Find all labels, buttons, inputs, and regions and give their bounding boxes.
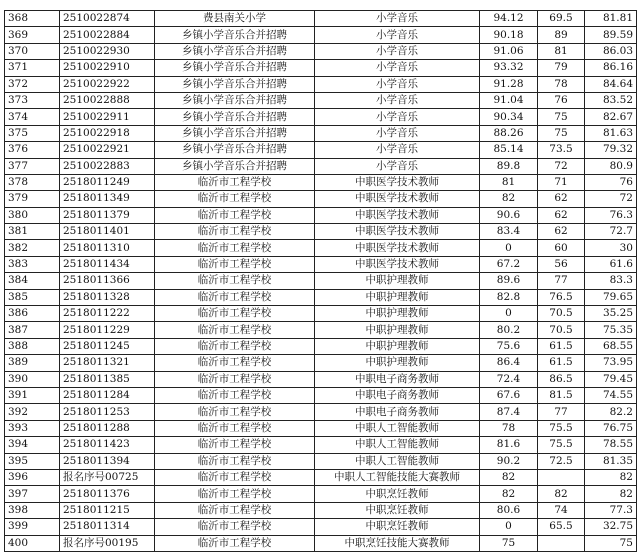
position-cell: 中职电子商务教师 [315, 371, 480, 387]
candidate-id-cell: 2518011349 [60, 191, 155, 207]
table-row [5, 420, 637, 436]
interview-score-cell: 75.5 [538, 437, 585, 453]
total-score-cell: 79.65 [585, 289, 637, 305]
table-row [5, 43, 637, 59]
position-cell: 中职医学技术教师 [315, 224, 480, 240]
total-score-cell: 61.6 [585, 256, 637, 272]
table-row [5, 469, 637, 485]
written-score-cell: 85.14 [480, 142, 538, 158]
total-score-cell: 76 [585, 174, 637, 190]
recruiting-unit-cell: 临沂市工程学校 [155, 256, 315, 272]
interview-score-cell: 75.5 [538, 420, 585, 436]
row-number-cell: 392 [5, 404, 60, 420]
written-score-cell: 82 [480, 469, 538, 485]
interview-score-cell [538, 469, 585, 485]
position-cell: 小学音乐 [315, 142, 480, 158]
total-score-cell: 81.63 [585, 125, 637, 141]
table-row [5, 404, 637, 420]
total-score-cell: 72.7 [585, 224, 637, 240]
written-score-cell: 81 [480, 174, 538, 190]
total-score-cell: 81.35 [585, 453, 637, 469]
written-score-cell: 90.18 [480, 27, 538, 43]
recruiting-unit-cell: 临沂市工程学校 [155, 486, 315, 502]
row-number-cell: 382 [5, 240, 60, 256]
position-cell: 中职烹饪教师 [315, 502, 480, 518]
table-row [5, 174, 637, 190]
row-number-cell: 370 [5, 43, 60, 59]
total-score-cell: 79.32 [585, 142, 637, 158]
row-number-cell: 395 [5, 453, 60, 469]
total-score-cell: 86.03 [585, 43, 637, 59]
written-score-cell: 0 [480, 306, 538, 322]
written-score-cell: 86.4 [480, 355, 538, 371]
candidate-id-cell: 2518011249 [60, 174, 155, 190]
recruiting-unit-cell: 临沂市工程学校 [155, 453, 315, 469]
interview-score-cell: 89 [538, 27, 585, 43]
position-cell: 小学音乐 [315, 11, 480, 27]
row-number-cell: 400 [5, 535, 60, 551]
row-number-cell: 393 [5, 420, 60, 436]
table-row [5, 338, 637, 354]
written-score-cell: 0 [480, 240, 538, 256]
written-score-cell: 93.32 [480, 60, 538, 76]
interview-score-cell: 56 [538, 256, 585, 272]
table-row [5, 60, 637, 76]
recruiting-unit-cell: 临沂市工程学校 [155, 174, 315, 190]
interview-score-cell [538, 535, 585, 551]
recruiting-unit-cell: 临沂市工程学校 [155, 240, 315, 256]
row-number-cell: 369 [5, 27, 60, 43]
table-body [5, 11, 637, 552]
written-score-cell: 81.6 [480, 437, 538, 453]
recruiting-unit-cell: 临沂市工程学校 [155, 437, 315, 453]
candidate-id-cell: 2518011379 [60, 207, 155, 223]
table-row [5, 322, 637, 338]
candidate-id-cell: 2518011321 [60, 355, 155, 371]
position-cell: 中职护理教师 [315, 273, 480, 289]
row-number-cell: 389 [5, 355, 60, 371]
interview-score-cell: 73.5 [538, 142, 585, 158]
position-cell: 中职护理教师 [315, 355, 480, 371]
total-score-cell: 86.16 [585, 60, 637, 76]
row-number-cell: 399 [5, 519, 60, 535]
written-score-cell: 80.2 [480, 322, 538, 338]
written-score-cell: 89.8 [480, 158, 538, 174]
recruiting-unit-cell: 临沂市工程学校 [155, 387, 315, 403]
candidate-id-cell: 2518011222 [60, 306, 155, 322]
total-score-cell: 83.52 [585, 92, 637, 108]
row-number-cell: 394 [5, 437, 60, 453]
total-score-cell: 74.55 [585, 387, 637, 403]
position-cell: 中职医学技术教师 [315, 240, 480, 256]
total-score-cell: 72 [585, 191, 637, 207]
row-number-cell: 398 [5, 502, 60, 518]
row-number-cell: 391 [5, 387, 60, 403]
row-number-cell: 380 [5, 207, 60, 223]
recruiting-unit-cell: 临沂市工程学校 [155, 404, 315, 420]
table-row [5, 387, 637, 403]
total-score-cell: 79.45 [585, 371, 637, 387]
table-row [5, 224, 637, 240]
total-score-cell: 84.64 [585, 76, 637, 92]
total-score-cell: 82 [585, 486, 637, 502]
written-score-cell: 72.4 [480, 371, 538, 387]
interview-score-cell: 76.5 [538, 289, 585, 305]
written-score-cell: 82 [480, 486, 538, 502]
position-cell: 小学音乐 [315, 125, 480, 141]
recruiting-unit-cell: 临沂市工程学校 [155, 371, 315, 387]
interview-score-cell: 77 [538, 273, 585, 289]
row-number-cell: 371 [5, 60, 60, 76]
written-score-cell: 83.4 [480, 224, 538, 240]
table-row [5, 158, 637, 174]
interview-score-cell: 70.5 [538, 306, 585, 322]
total-score-cell: 35.25 [585, 306, 637, 322]
row-number-cell: 377 [5, 158, 60, 174]
interview-score-cell: 82 [538, 486, 585, 502]
interview-score-cell: 71 [538, 174, 585, 190]
row-number-cell: 379 [5, 191, 60, 207]
table-row [5, 76, 637, 92]
written-score-cell: 90.2 [480, 453, 538, 469]
position-cell: 中职人工智能教师 [315, 437, 480, 453]
table-row [5, 453, 637, 469]
table-row [5, 142, 637, 158]
row-number-cell: 368 [5, 11, 60, 27]
table-row [5, 92, 637, 108]
candidate-id-cell: 2518011215 [60, 502, 155, 518]
recruiting-unit-cell: 临沂市工程学校 [155, 306, 315, 322]
position-cell: 中职护理教师 [315, 289, 480, 305]
table-row [5, 109, 637, 125]
table-row [5, 125, 637, 141]
row-number-cell: 374 [5, 109, 60, 125]
written-score-cell: 91.04 [480, 92, 538, 108]
interview-score-cell: 74 [538, 502, 585, 518]
candidate-id-cell: 报名序号00195 [60, 535, 155, 551]
table-row [5, 502, 637, 518]
candidate-id-cell: 2510022918 [60, 125, 155, 141]
candidate-id-cell: 2510022911 [60, 109, 155, 125]
written-score-cell: 80.6 [480, 502, 538, 518]
total-score-cell: 76.75 [585, 420, 637, 436]
candidate-id-cell: 2518011310 [60, 240, 155, 256]
written-score-cell: 91.06 [480, 43, 538, 59]
total-score-cell: 83.3 [585, 273, 637, 289]
recruiting-unit-cell: 临沂市工程学校 [155, 502, 315, 518]
position-cell: 中职人工智能技能大赛教师 [315, 469, 480, 485]
candidate-id-cell: 2518011253 [60, 404, 155, 420]
candidate-id-cell: 报名序号00725 [60, 469, 155, 485]
row-number-cell: 384 [5, 273, 60, 289]
interview-score-cell: 72.5 [538, 453, 585, 469]
interview-score-cell: 81 [538, 43, 585, 59]
written-score-cell: 67.6 [480, 387, 538, 403]
recruiting-unit-cell: 乡镇小学音乐合并招聘 [155, 125, 315, 141]
total-score-cell: 32.75 [585, 519, 637, 535]
position-cell: 小学音乐 [315, 43, 480, 59]
candidate-id-cell: 2510022888 [60, 92, 155, 108]
candidate-id-cell: 2510022883 [60, 158, 155, 174]
written-score-cell: 87.4 [480, 404, 538, 420]
recruiting-unit-cell: 临沂市工程学校 [155, 322, 315, 338]
candidate-id-cell: 2518011288 [60, 420, 155, 436]
total-score-cell: 81.81 [585, 11, 637, 27]
interview-score-cell: 62 [538, 191, 585, 207]
total-score-cell: 78.55 [585, 437, 637, 453]
position-cell: 中职医学技术教师 [315, 174, 480, 190]
recruiting-unit-cell: 临沂市工程学校 [155, 207, 315, 223]
recruiting-unit-cell: 乡镇小学音乐合并招聘 [155, 142, 315, 158]
interview-score-cell: 65.5 [538, 519, 585, 535]
table-row [5, 240, 637, 256]
interview-score-cell: 81.5 [538, 387, 585, 403]
row-number-cell: 373 [5, 92, 60, 108]
written-score-cell: 89.6 [480, 273, 538, 289]
total-score-cell: 80.9 [585, 158, 637, 174]
table-row [5, 519, 637, 535]
table-row [5, 486, 637, 502]
position-cell: 中职电子商务教师 [315, 404, 480, 420]
recruiting-unit-cell: 乡镇小学音乐合并招聘 [155, 109, 315, 125]
interview-score-cell: 61.5 [538, 338, 585, 354]
recruiting-unit-cell: 乡镇小学音乐合并招聘 [155, 60, 315, 76]
written-score-cell: 78 [480, 420, 538, 436]
row-number-cell: 387 [5, 322, 60, 338]
table-row [5, 371, 637, 387]
candidate-id-cell: 2510022910 [60, 60, 155, 76]
total-score-cell: 75 [585, 535, 637, 551]
row-number-cell: 386 [5, 306, 60, 322]
candidate-id-cell: 2518011434 [60, 256, 155, 272]
position-cell: 小学音乐 [315, 27, 480, 43]
row-number-cell: 378 [5, 174, 60, 190]
recruiting-unit-cell: 乡镇小学音乐合并招聘 [155, 92, 315, 108]
candidate-id-cell: 2518011401 [60, 224, 155, 240]
position-cell: 中职人工智能教师 [315, 420, 480, 436]
position-cell: 中职电子商务教师 [315, 387, 480, 403]
row-number-cell: 385 [5, 289, 60, 305]
candidate-id-cell: 2518011385 [60, 371, 155, 387]
position-cell: 小学音乐 [315, 60, 480, 76]
candidate-id-cell: 2518011245 [60, 338, 155, 354]
table-row [5, 437, 637, 453]
position-cell: 中职医学技术教师 [315, 191, 480, 207]
table-row [5, 11, 637, 27]
position-cell: 中职护理教师 [315, 322, 480, 338]
recruiting-unit-cell: 临沂市工程学校 [155, 224, 315, 240]
row-number-cell: 388 [5, 338, 60, 354]
total-score-cell: 68.55 [585, 338, 637, 354]
recruiting-unit-cell: 临沂市工程学校 [155, 420, 315, 436]
candidate-id-cell: 2518011366 [60, 273, 155, 289]
written-score-cell: 0 [480, 519, 538, 535]
row-number-cell: 383 [5, 256, 60, 272]
table-row [5, 191, 637, 207]
recruiting-unit-cell: 费县南关小学 [155, 11, 315, 27]
interview-score-cell: 61.5 [538, 355, 585, 371]
interview-score-cell: 75 [538, 109, 585, 125]
position-cell: 中职护理教师 [315, 306, 480, 322]
recruiting-unit-cell: 临沂市工程学校 [155, 519, 315, 535]
row-number-cell: 376 [5, 142, 60, 158]
interview-score-cell: 78 [538, 76, 585, 92]
total-score-cell: 75.35 [585, 322, 637, 338]
recruiting-unit-cell: 乡镇小学音乐合并招聘 [155, 158, 315, 174]
recruiting-unit-cell: 乡镇小学音乐合并招聘 [155, 27, 315, 43]
candidate-id-cell: 2518011284 [60, 387, 155, 403]
row-number-cell: 397 [5, 486, 60, 502]
table-row [5, 535, 637, 551]
position-cell: 小学音乐 [315, 158, 480, 174]
interview-score-cell: 79 [538, 60, 585, 76]
position-cell: 中职护理教师 [315, 338, 480, 354]
candidate-id-cell: 2518011229 [60, 322, 155, 338]
row-number-cell: 372 [5, 76, 60, 92]
position-cell: 中职医学技术教师 [315, 256, 480, 272]
recruiting-unit-cell: 临沂市工程学校 [155, 535, 315, 551]
position-cell: 中职烹饪教师 [315, 519, 480, 535]
total-score-cell: 82.67 [585, 109, 637, 125]
recruiting-unit-cell: 临沂市工程学校 [155, 273, 315, 289]
table-row [5, 256, 637, 272]
candidate-id-cell: 2518011423 [60, 437, 155, 453]
interview-score-cell: 69.5 [538, 11, 585, 27]
candidate-id-cell: 2510022930 [60, 43, 155, 59]
candidate-id-cell: 2518011394 [60, 453, 155, 469]
row-number-cell: 396 [5, 469, 60, 485]
interview-score-cell: 60 [538, 240, 585, 256]
total-score-cell: 73.95 [585, 355, 637, 371]
written-score-cell: 75.6 [480, 338, 538, 354]
candidate-id-cell: 2510022921 [60, 142, 155, 158]
score-table [4, 10, 637, 552]
table-row [5, 27, 637, 43]
written-score-cell: 82.8 [480, 289, 538, 305]
interview-score-cell: 70.5 [538, 322, 585, 338]
total-score-cell: 30 [585, 240, 637, 256]
position-cell: 小学音乐 [315, 76, 480, 92]
written-score-cell: 75 [480, 535, 538, 551]
candidate-id-cell: 2518011376 [60, 486, 155, 502]
total-score-cell: 89.59 [585, 27, 637, 43]
interview-score-cell: 62 [538, 207, 585, 223]
position-cell: 中职人工智能教师 [315, 453, 480, 469]
row-number-cell: 381 [5, 224, 60, 240]
position-cell: 中职烹饪技能大赛教师 [315, 535, 480, 551]
table-row [5, 355, 637, 371]
written-score-cell: 90.6 [480, 207, 538, 223]
written-score-cell: 91.28 [480, 76, 538, 92]
recruiting-unit-cell: 临沂市工程学校 [155, 355, 315, 371]
recruiting-unit-cell: 乡镇小学音乐合并招聘 [155, 76, 315, 92]
position-cell: 中职烹饪教师 [315, 486, 480, 502]
table-row [5, 273, 637, 289]
interview-score-cell: 77 [538, 404, 585, 420]
candidate-id-cell: 2510022874 [60, 11, 155, 27]
recruiting-unit-cell: 临沂市工程学校 [155, 469, 315, 485]
written-score-cell: 67.2 [480, 256, 538, 272]
row-number-cell: 375 [5, 125, 60, 141]
interview-score-cell: 75 [538, 125, 585, 141]
candidate-id-cell: 2518011314 [60, 519, 155, 535]
candidate-id-cell: 2510022884 [60, 27, 155, 43]
table-row [5, 207, 637, 223]
row-number-cell: 390 [5, 371, 60, 387]
table-row [5, 289, 637, 305]
written-score-cell: 90.34 [480, 109, 538, 125]
recruiting-unit-cell: 临沂市工程学校 [155, 338, 315, 354]
table-row [5, 306, 637, 322]
total-score-cell: 82 [585, 469, 637, 485]
position-cell: 中职医学技术教师 [315, 207, 480, 223]
written-score-cell: 94.12 [480, 11, 538, 27]
total-score-cell: 76.3 [585, 207, 637, 223]
candidate-id-cell: 2510022922 [60, 76, 155, 92]
interview-score-cell: 76 [538, 92, 585, 108]
written-score-cell: 82 [480, 191, 538, 207]
interview-score-cell: 72 [538, 158, 585, 174]
recruiting-unit-cell: 临沂市工程学校 [155, 289, 315, 305]
interview-score-cell: 86.5 [538, 371, 585, 387]
total-score-cell: 82.2 [585, 404, 637, 420]
interview-score-cell: 62 [538, 224, 585, 240]
position-cell: 小学音乐 [315, 109, 480, 125]
candidate-id-cell: 2518011328 [60, 289, 155, 305]
recruiting-unit-cell: 乡镇小学音乐合并招聘 [155, 43, 315, 59]
position-cell: 小学音乐 [315, 92, 480, 108]
written-score-cell: 88.26 [480, 125, 538, 141]
total-score-cell: 77.3 [585, 502, 637, 518]
recruiting-unit-cell: 临沂市工程学校 [155, 191, 315, 207]
